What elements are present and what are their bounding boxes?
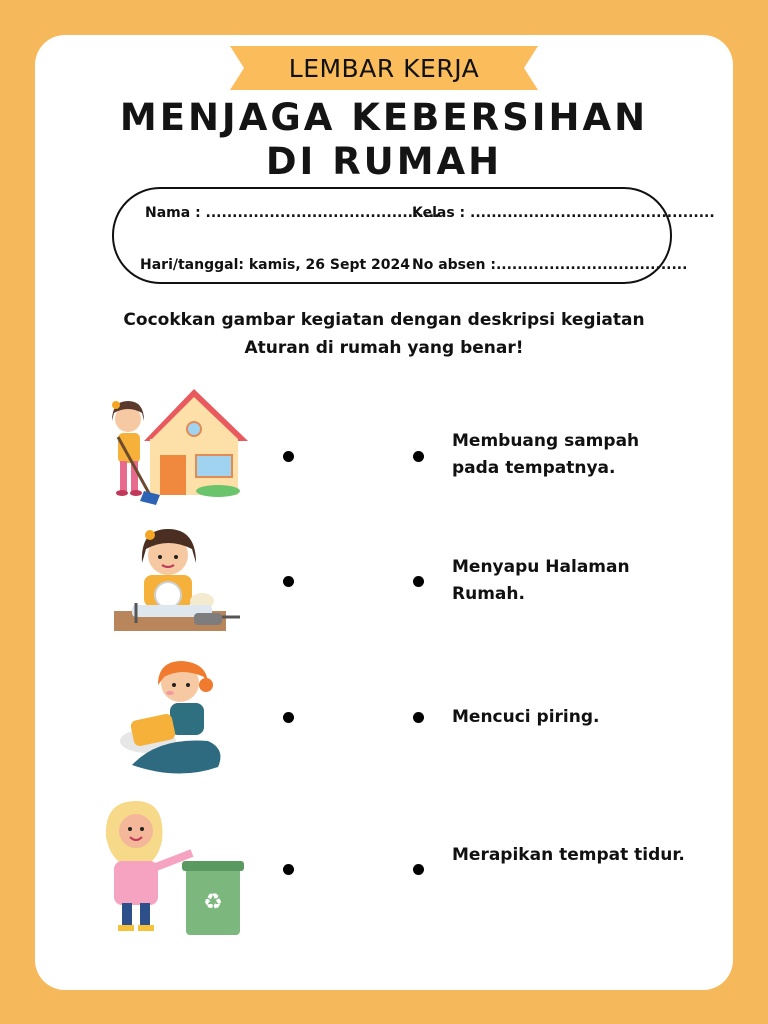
right-match-dot-3[interactable] xyxy=(413,712,424,723)
title-line-2: DI RUMAH xyxy=(265,140,503,183)
left-match-dot-1[interactable] xyxy=(283,451,294,462)
nama-field[interactable]: Nama : ............................................ xyxy=(145,205,440,221)
instruction-line-2: Aturan di rumah yang benar! xyxy=(244,338,524,358)
trash-disposal-girl-illustration xyxy=(100,797,245,937)
worksheet-label-ribbon xyxy=(230,46,538,90)
dish-washing-girl-illustration xyxy=(110,523,245,638)
date-field[interactable]: Hari/tanggal: kamis, 26 Sept 2024 xyxy=(140,257,411,273)
sweeping-girl-house-illustration xyxy=(98,383,253,508)
kelas-field[interactable]: Kelas : .............................................. xyxy=(412,205,715,221)
bed-making-girl-illustration xyxy=(118,655,226,781)
description-2: Menyapu Halaman Rumah. xyxy=(452,557,630,604)
description-3: Mencuci piring. xyxy=(452,707,600,727)
description-1: Membuang sampah pada tempatnya. xyxy=(452,431,640,478)
right-match-dot-2[interactable] xyxy=(413,576,424,587)
absen-field[interactable]: No absen :.................................... xyxy=(412,257,688,273)
svg-text:♻: ♻ xyxy=(203,890,223,915)
left-match-dot-3[interactable] xyxy=(283,712,294,723)
title-line-1: MENJAGA KEBERSIHAN xyxy=(119,96,649,139)
right-match-dot-4[interactable] xyxy=(413,864,424,875)
instruction-line-1: Cocokkan gambar kegiatan dengan deskripsi kegiatan xyxy=(123,310,645,330)
right-match-dot-1[interactable] xyxy=(413,451,424,462)
left-match-dot-2[interactable] xyxy=(283,576,294,587)
description-4: Merapikan tempat tidur. xyxy=(452,845,685,865)
worksheet-label: LEMBAR KERJA xyxy=(288,54,480,83)
left-match-dot-4[interactable] xyxy=(283,864,294,875)
